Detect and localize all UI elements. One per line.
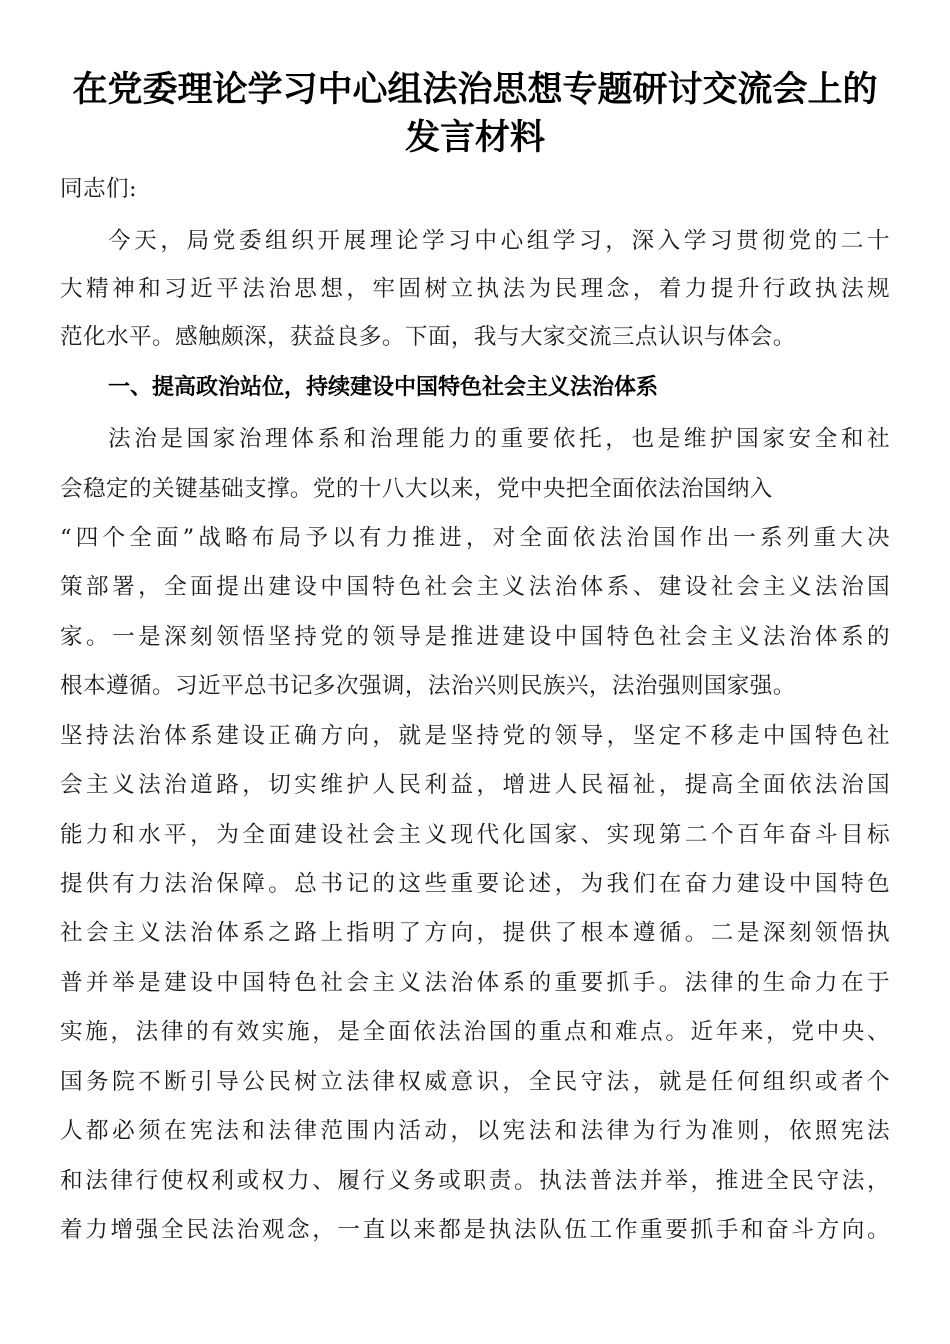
body-line: 能力和水平，为全面建设社会主义现代化国家、实现第二个百年奋斗目标 [60,822,890,848]
intro-line: 范化水平。感触颇深，获益良多。下面，我与大家交流三点认识与体会。 [60,324,796,350]
document-title-line-1: 在党委理论学习中心组法治思想专题研讨交流会上的 [72,69,878,110]
body-line: 着力增强全民法治观念，一直以来都是执法队伍工作重要抓手和奋斗方向。 [60,1217,890,1243]
body-line: 提供有力法治保障。总书记的这些重要论述，为我们在奋力建设中国特色 [60,871,890,897]
body-line: 人都必须在宪法和法律范围内活动，以宪法和法律为行为准则，依照宪法 [60,1118,890,1144]
salutation: 同志们: [60,176,137,202]
body-line: 家。一是深刻领悟坚持党的领导是推进建设中国特色社会主义法治体系的 [60,624,890,650]
body-line: 社会主义法治体系之路上指明了方向，提供了根本遵循。二是深刻领悟执 [60,920,890,946]
body-line: “四个全面”战略布局予以有力推进，对全面依法治国作出一系列重大决 [60,525,890,551]
body-line: 普并举是建设中国特色社会主义法治体系的重要抓手。法律的生命力在于 [60,970,890,996]
body-line: 会主义法治道路，切实维护人民利益，增进人民福祉，提高全面依法治国 [60,772,890,798]
body-line: 国务院不断引导公民树立法律权威意识，全民守法，就是任何组织或者个 [60,1069,890,1095]
body-line: 会稳定的关键基础支撑。党的十八大以来，党中央把全面依法治国纳入 [60,476,773,502]
body-line: 实施，法律的有效实施，是全面依法治国的重点和难点。近年来，党中央、 [60,1019,890,1045]
body-line: 根本遵循。习近平总书记多次强调，法治兴则民族兴，法治强则国家强。 [60,673,796,699]
body-line: 法治是国家治理体系和治理能力的重要依托，也是维护国家安全和社 [108,426,890,452]
intro-line: 今天，局党委组织开展理论学习中心组学习，深入学习贯彻党的二十 [108,228,890,254]
section-1-heading: 一、提高政治站位，持续建设中国特色社会主义法治体系 [108,375,659,400]
intro-line: 大精神和习近平法治思想，牢固树立执法为民理念，着力提升行政执法规 [60,276,890,302]
body-line: 坚持法治体系建设正确方向，就是坚持党的领导，坚定不移走中国特色社 [60,723,890,749]
document-title-line-2: 发言材料 [404,117,545,158]
body-line: 策部署，全面提出建设中国特色社会主义法治体系、建设社会主义法治国 [60,574,890,600]
body-line: 和法律行使权利或权力、履行义务或职责。执法普法并举，推进全民守法， [60,1168,890,1194]
